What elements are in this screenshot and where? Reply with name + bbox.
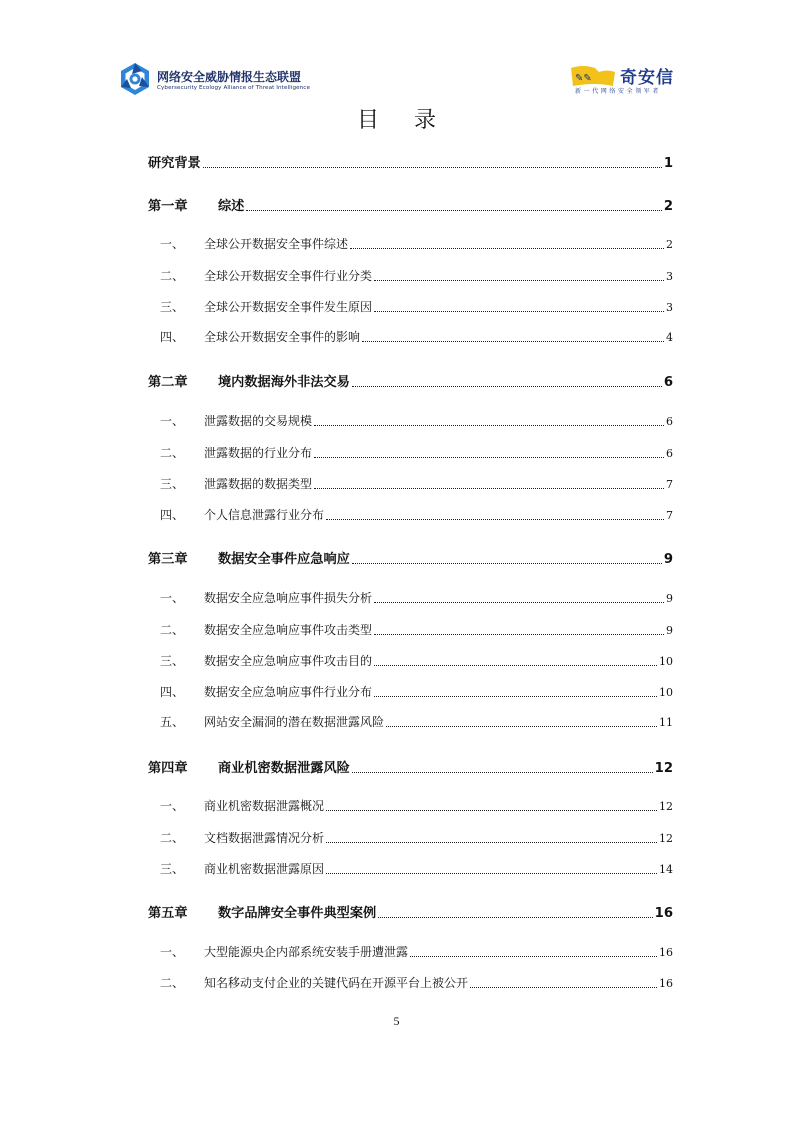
toc-entry-page: 3 xyxy=(666,270,673,283)
alliance-name-cn: 网络安全威胁情报生态联盟 xyxy=(157,70,302,84)
toc-entry-title: 数字品牌安全事件典型案例 xyxy=(218,906,377,921)
toc-entry-title: 网站安全漏洞的潜在数据泄露风险 xyxy=(204,715,385,729)
toc-section-entry[interactable] xyxy=(160,235,673,252)
toc-section-entry[interactable] xyxy=(160,652,673,669)
toc-entry-number: 四、 xyxy=(160,508,185,522)
toc-entry-title: 全球公开数据安全事件发生原因 xyxy=(204,300,373,314)
toc-entry-page: 7 xyxy=(666,478,673,491)
alliance-name-en: Cybersecurity Ecology Alliance of Threat Intelligence xyxy=(157,85,311,91)
toc-section-entry[interactable] xyxy=(160,267,673,284)
toc-entry-number: 一、 xyxy=(160,945,185,959)
toc-entry-page: 12 xyxy=(659,832,673,845)
toc-entry-title: 数据安全应急响应事件攻击目的 xyxy=(204,654,373,668)
qianxin-brand-name: 奇安信 xyxy=(620,68,674,88)
toc-entry-number: 二、 xyxy=(160,976,185,990)
page-header xyxy=(0,0,793,110)
qianxin-slogan: 新一代网络安全领军者 xyxy=(575,88,662,95)
toc-entry-title: 全球公开数据安全事件的影响 xyxy=(204,330,361,344)
toc-entry-number: 第三章 xyxy=(148,552,188,567)
toc-dot-leader xyxy=(326,873,657,874)
toc-entry-page: 2 xyxy=(666,238,673,251)
toc-entry-page: 14 xyxy=(659,863,673,876)
toc-entry-title: 商业机密数据泄露风险 xyxy=(218,761,350,776)
toc-entry-title: 泄露数据的数据类型 xyxy=(204,477,313,491)
toc-section-entry[interactable] xyxy=(160,829,673,846)
toc-entry-page: 16 xyxy=(659,977,673,990)
toc-entry-number: 四、 xyxy=(160,685,185,699)
toc-dot-leader xyxy=(374,602,664,603)
toc-entry-page: 12 xyxy=(654,761,673,776)
toc-chapter-entry[interactable] xyxy=(148,902,673,921)
toc-entry-title: 文档数据泄露情况分析 xyxy=(204,831,325,845)
toc-dot-leader xyxy=(352,772,653,773)
toc-entry-number: 三、 xyxy=(160,862,185,876)
toc-dot-leader xyxy=(326,519,664,520)
toc-section-entry[interactable] xyxy=(160,713,673,730)
toc-dot-leader xyxy=(374,311,664,312)
toc-entry-title: 研究背景 xyxy=(148,156,201,171)
svg-text:✎✎: ✎✎ xyxy=(575,73,592,84)
toc-entry-title: 泄露数据的交易规模 xyxy=(204,414,313,428)
toc-dot-leader xyxy=(246,210,661,211)
toc-entry-page: 16 xyxy=(659,946,673,959)
toc-entry-page: 9 xyxy=(663,552,673,567)
toc-section-entry[interactable] xyxy=(160,444,673,461)
page-number: 5 xyxy=(393,1014,400,1028)
toc-section-entry[interactable] xyxy=(160,506,673,523)
toc-chapter-entry[interactable] xyxy=(148,548,673,567)
toc-section-entry[interactable] xyxy=(160,475,673,492)
toc-entry-page: 11 xyxy=(659,716,673,729)
toc-dot-leader xyxy=(352,386,662,387)
toc-section-entry[interactable] xyxy=(160,589,673,606)
toc-dot-leader xyxy=(470,987,657,988)
qianxin-logo-icon xyxy=(569,62,619,88)
toc-entry-title: 全球公开数据安全事件行业分类 xyxy=(204,269,373,283)
toc-entry-page: 2 xyxy=(663,199,673,214)
toc-entry-title: 数据安全事件应急响应 xyxy=(218,552,350,567)
toc-entry-page: 1 xyxy=(663,156,673,171)
toc-dot-leader xyxy=(378,917,652,918)
toc-section-entry[interactable] xyxy=(160,797,673,814)
toc-entry-number: 第五章 xyxy=(148,906,188,921)
toc-section-entry[interactable] xyxy=(160,943,673,960)
toc-entry-page: 6 xyxy=(666,447,673,460)
toc-dot-leader xyxy=(314,488,664,489)
toc-section-entry[interactable] xyxy=(160,974,673,991)
toc-entry-page: 6 xyxy=(666,415,673,428)
toc-entry-number: 第四章 xyxy=(148,761,188,776)
toc-entry-number: 一、 xyxy=(160,591,185,605)
toc-entry-page: 10 xyxy=(659,655,673,668)
toc-entry-page: 4 xyxy=(666,331,673,344)
toc-entry-title: 数据安全应急响应事件攻击类型 xyxy=(204,623,373,637)
toc-entry-page: 6 xyxy=(663,375,673,390)
toc-entry-number: 二、 xyxy=(160,623,185,637)
toc-dot-leader xyxy=(314,425,664,426)
toc-dot-leader xyxy=(374,665,657,666)
toc-dot-leader xyxy=(386,726,657,727)
toc-entry-number: 二、 xyxy=(160,269,185,283)
toc-section-entry[interactable] xyxy=(160,298,673,315)
alliance-logo-icon xyxy=(118,62,152,96)
toc-dot-leader xyxy=(326,842,657,843)
toc-entry-number: 三、 xyxy=(160,477,185,491)
toc-section-entry[interactable] xyxy=(160,621,673,638)
toc-entry-number: 三、 xyxy=(160,300,185,314)
toc-entry-title: 大型能源央企内部系统安装手册遭泄露 xyxy=(204,945,409,959)
toc-dot-leader xyxy=(352,563,662,564)
toc-entry-page: 9 xyxy=(666,624,673,637)
toc-entry-title: 个人信息泄露行业分布 xyxy=(204,508,325,522)
toc-dot-leader xyxy=(410,956,657,957)
toc-entry-number: 五、 xyxy=(160,715,185,729)
toc-section-entry[interactable] xyxy=(160,412,673,429)
toc-entry-number: 二、 xyxy=(160,831,185,845)
toc-entry-title: 数据安全应急响应事件损失分析 xyxy=(204,591,373,605)
toc-entry-title: 商业机密数据泄露原因 xyxy=(204,862,325,876)
toc-dot-leader xyxy=(314,457,664,458)
toc-dot-leader xyxy=(374,696,657,697)
toc-entry-number: 一、 xyxy=(160,414,185,428)
toc-section-entry[interactable] xyxy=(160,328,673,345)
toc-entry-number: 三、 xyxy=(160,654,185,668)
toc-chapter-entry[interactable] xyxy=(148,195,673,214)
toc-chapter-entry[interactable] xyxy=(148,371,673,390)
toc-dot-leader xyxy=(350,248,664,249)
toc-dot-leader xyxy=(326,810,657,811)
toc-entry-title: 泄露数据的行业分布 xyxy=(204,446,313,460)
toc-entry-number: 四、 xyxy=(160,330,185,344)
toc-section-entry[interactable] xyxy=(160,683,673,700)
toc-entry-page: 10 xyxy=(659,686,673,699)
toc-dot-leader xyxy=(203,167,662,168)
toc-section-entry[interactable] xyxy=(160,860,673,877)
toc-entry-page: 3 xyxy=(666,301,673,314)
toc-chapter-entry[interactable] xyxy=(148,152,673,171)
toc-entry-number: 一、 xyxy=(160,237,185,251)
toc-dot-leader xyxy=(362,341,664,342)
toc-title: 目 录 xyxy=(357,108,450,133)
toc-entry-title: 数据安全应急响应事件行业分布 xyxy=(204,685,373,699)
toc-entry-title: 商业机密数据泄露概况 xyxy=(204,799,325,813)
toc-entry-number: 一、 xyxy=(160,799,185,813)
toc-entry-title: 综述 xyxy=(218,199,245,214)
toc-entry-number: 第一章 xyxy=(148,199,188,214)
toc-entry-title: 境内数据海外非法交易 xyxy=(218,375,350,390)
toc-entry-page: 12 xyxy=(659,800,673,813)
toc-dot-leader xyxy=(374,280,664,281)
toc-entry-number: 第二章 xyxy=(148,375,188,390)
toc-entry-page: 9 xyxy=(666,592,673,605)
toc-entry-title: 全球公开数据安全事件综述 xyxy=(204,237,349,251)
toc-dot-leader xyxy=(374,634,664,635)
toc-entry-page: 16 xyxy=(654,906,673,921)
toc-entry-number: 二、 xyxy=(160,446,185,460)
toc-chapter-entry[interactable] xyxy=(148,757,673,776)
toc-entry-page: 7 xyxy=(666,509,673,522)
toc-entry-title: 知名移动支付企业的关键代码在开源平台上被公开 xyxy=(204,976,469,990)
